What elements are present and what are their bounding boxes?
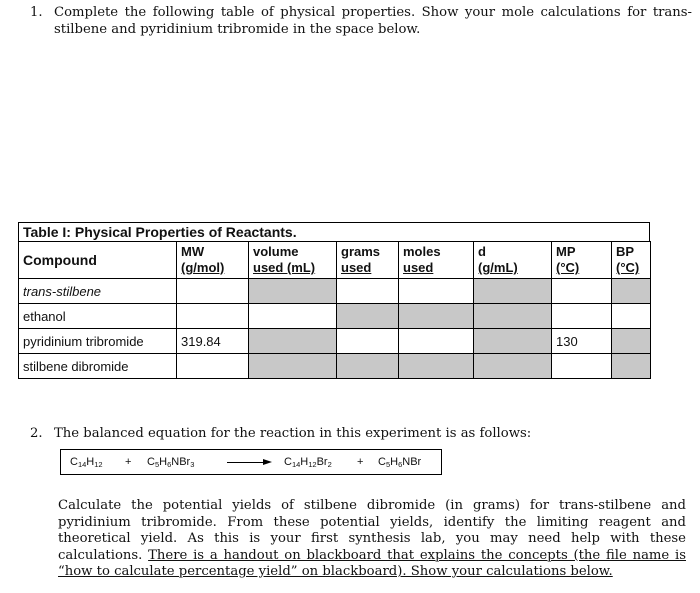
cell-compound: ethanol — [19, 304, 177, 329]
cell-compound: stilbene dibromide — [19, 354, 177, 379]
equation-reactant-2: $C_5H_6NBr_3$ — [147, 456, 195, 469]
cell-compound — [19, 279, 177, 304]
header-density-line2: (g/mL) — [478, 260, 518, 275]
cell-density-shaded — [474, 354, 552, 379]
header-mw — [177, 242, 249, 279]
header-grams — [337, 242, 399, 279]
cell-volume-shaded — [249, 329, 337, 354]
header-bp-line1: BP — [616, 244, 635, 259]
header-density-line1: d — [478, 244, 486, 259]
cell-mp[interactable] — [552, 279, 612, 304]
cell-bp[interactable] — [612, 304, 651, 329]
header-moles-line2: used — [403, 260, 434, 275]
cell-mp[interactable] — [552, 354, 612, 379]
header-bp-line2: (°C) — [616, 260, 640, 275]
question-2 — [30, 425, 692, 442]
table-row-stilbene-dibromide — [19, 354, 651, 379]
cell-moles[interactable] — [399, 279, 474, 304]
cell-mp[interactable] — [552, 304, 612, 329]
cell-bp-shaded — [612, 354, 651, 379]
table-header-row — [19, 242, 651, 279]
header-volume-line2: used (mL) — [253, 260, 316, 275]
header-volume — [249, 242, 337, 279]
cell-density-shaded — [474, 329, 552, 354]
table-title: Table I: Physical Properties of Reactants. — [18, 222, 650, 241]
balanced-equation — [60, 449, 442, 475]
header-mw-line2: (g/mol) — [181, 260, 225, 275]
table-row-ethanol — [19, 304, 651, 329]
equation-product-2: $C_5H_6NBr$ — [378, 456, 422, 469]
header-mp-line1: MP — [556, 244, 576, 259]
cell-mw[interactable] — [177, 304, 249, 329]
cell-mw: 319.84 — [177, 329, 249, 354]
cell-grams[interactable] — [337, 329, 399, 354]
header-grams-line2: used — [341, 260, 372, 275]
cell-moles-shaded — [399, 354, 474, 379]
cell-volume[interactable] — [249, 304, 337, 329]
cell-density-shaded — [474, 279, 552, 304]
cell-mp: 130 — [552, 329, 612, 354]
cell-bp-shaded — [612, 279, 651, 304]
question-1-text: Complete the following table of physical properties. Show your mole calculations for trans-stilbene and pyridinium tribromide in the space below. — [54, 5, 692, 37]
header-grams-line1: grams — [341, 244, 381, 259]
cell-volume-shaded — [249, 279, 337, 304]
header-mw-line1: MW — [181, 244, 205, 259]
header-mp — [552, 242, 612, 279]
cell-grams-shaded — [337, 354, 399, 379]
equation-plus-1: + — [125, 456, 132, 468]
header-moles — [399, 242, 474, 279]
cell-moles-shaded — [399, 304, 474, 329]
calculation-instructions — [58, 498, 686, 581]
cell-compound-text: trans-stilbene — [23, 283, 102, 299]
reaction-arrow — [227, 462, 265, 463]
cell-mw[interactable] — [177, 279, 249, 304]
handout-note: There is a handout on blackboard that explains the concepts (the file name is “how to calculate percentage yield” on blackboard). Show your calculations below. — [58, 547, 686, 579]
table-row-trans-stilbene — [19, 279, 651, 304]
cell-moles[interactable] — [399, 329, 474, 354]
cell-volume-shaded — [249, 354, 337, 379]
reactants-table — [18, 241, 651, 379]
header-moles-line1: moles — [403, 244, 441, 259]
equation-plus-2: + — [357, 456, 364, 468]
header-compound: Compound — [19, 242, 177, 279]
question-1-number: 1. — [30, 5, 43, 20]
header-density — [474, 242, 552, 279]
instructions-text: Calculate the potential yields of stilbene dibromide (in grams) for trans-stilbene and pyridinium tribromide. From these potential yields, identify the limiting reagent and theoretical yield. As this is your first synthesis lab, you may need help with these calculations. — [58, 498, 686, 563]
header-mp-line2: (°C) — [556, 260, 580, 275]
cell-bp-shaded — [612, 329, 651, 354]
reaction-arrowhead — [263, 459, 272, 465]
cell-density-shaded — [474, 304, 552, 329]
equation-product-1: $C_{14}H_{12}Br_2$ — [284, 456, 332, 469]
properties-table — [18, 222, 650, 379]
cell-compound: pyridinium tribromide — [19, 329, 177, 354]
question-2-number: 2. — [30, 426, 43, 441]
question-2-intro: The balanced equation for the reaction in this experiment is as follows: — [54, 426, 532, 441]
cell-grams-shaded — [337, 304, 399, 329]
cell-mw[interactable] — [177, 354, 249, 379]
equation-reactant-1: $C_{14}H_{12}$ — [70, 456, 103, 469]
table-row-pyridinium-tribromide — [19, 329, 651, 354]
cell-grams[interactable] — [337, 279, 399, 304]
question-1 — [30, 4, 692, 38]
header-volume-line1: volume — [253, 244, 299, 259]
header-bp — [612, 242, 651, 279]
